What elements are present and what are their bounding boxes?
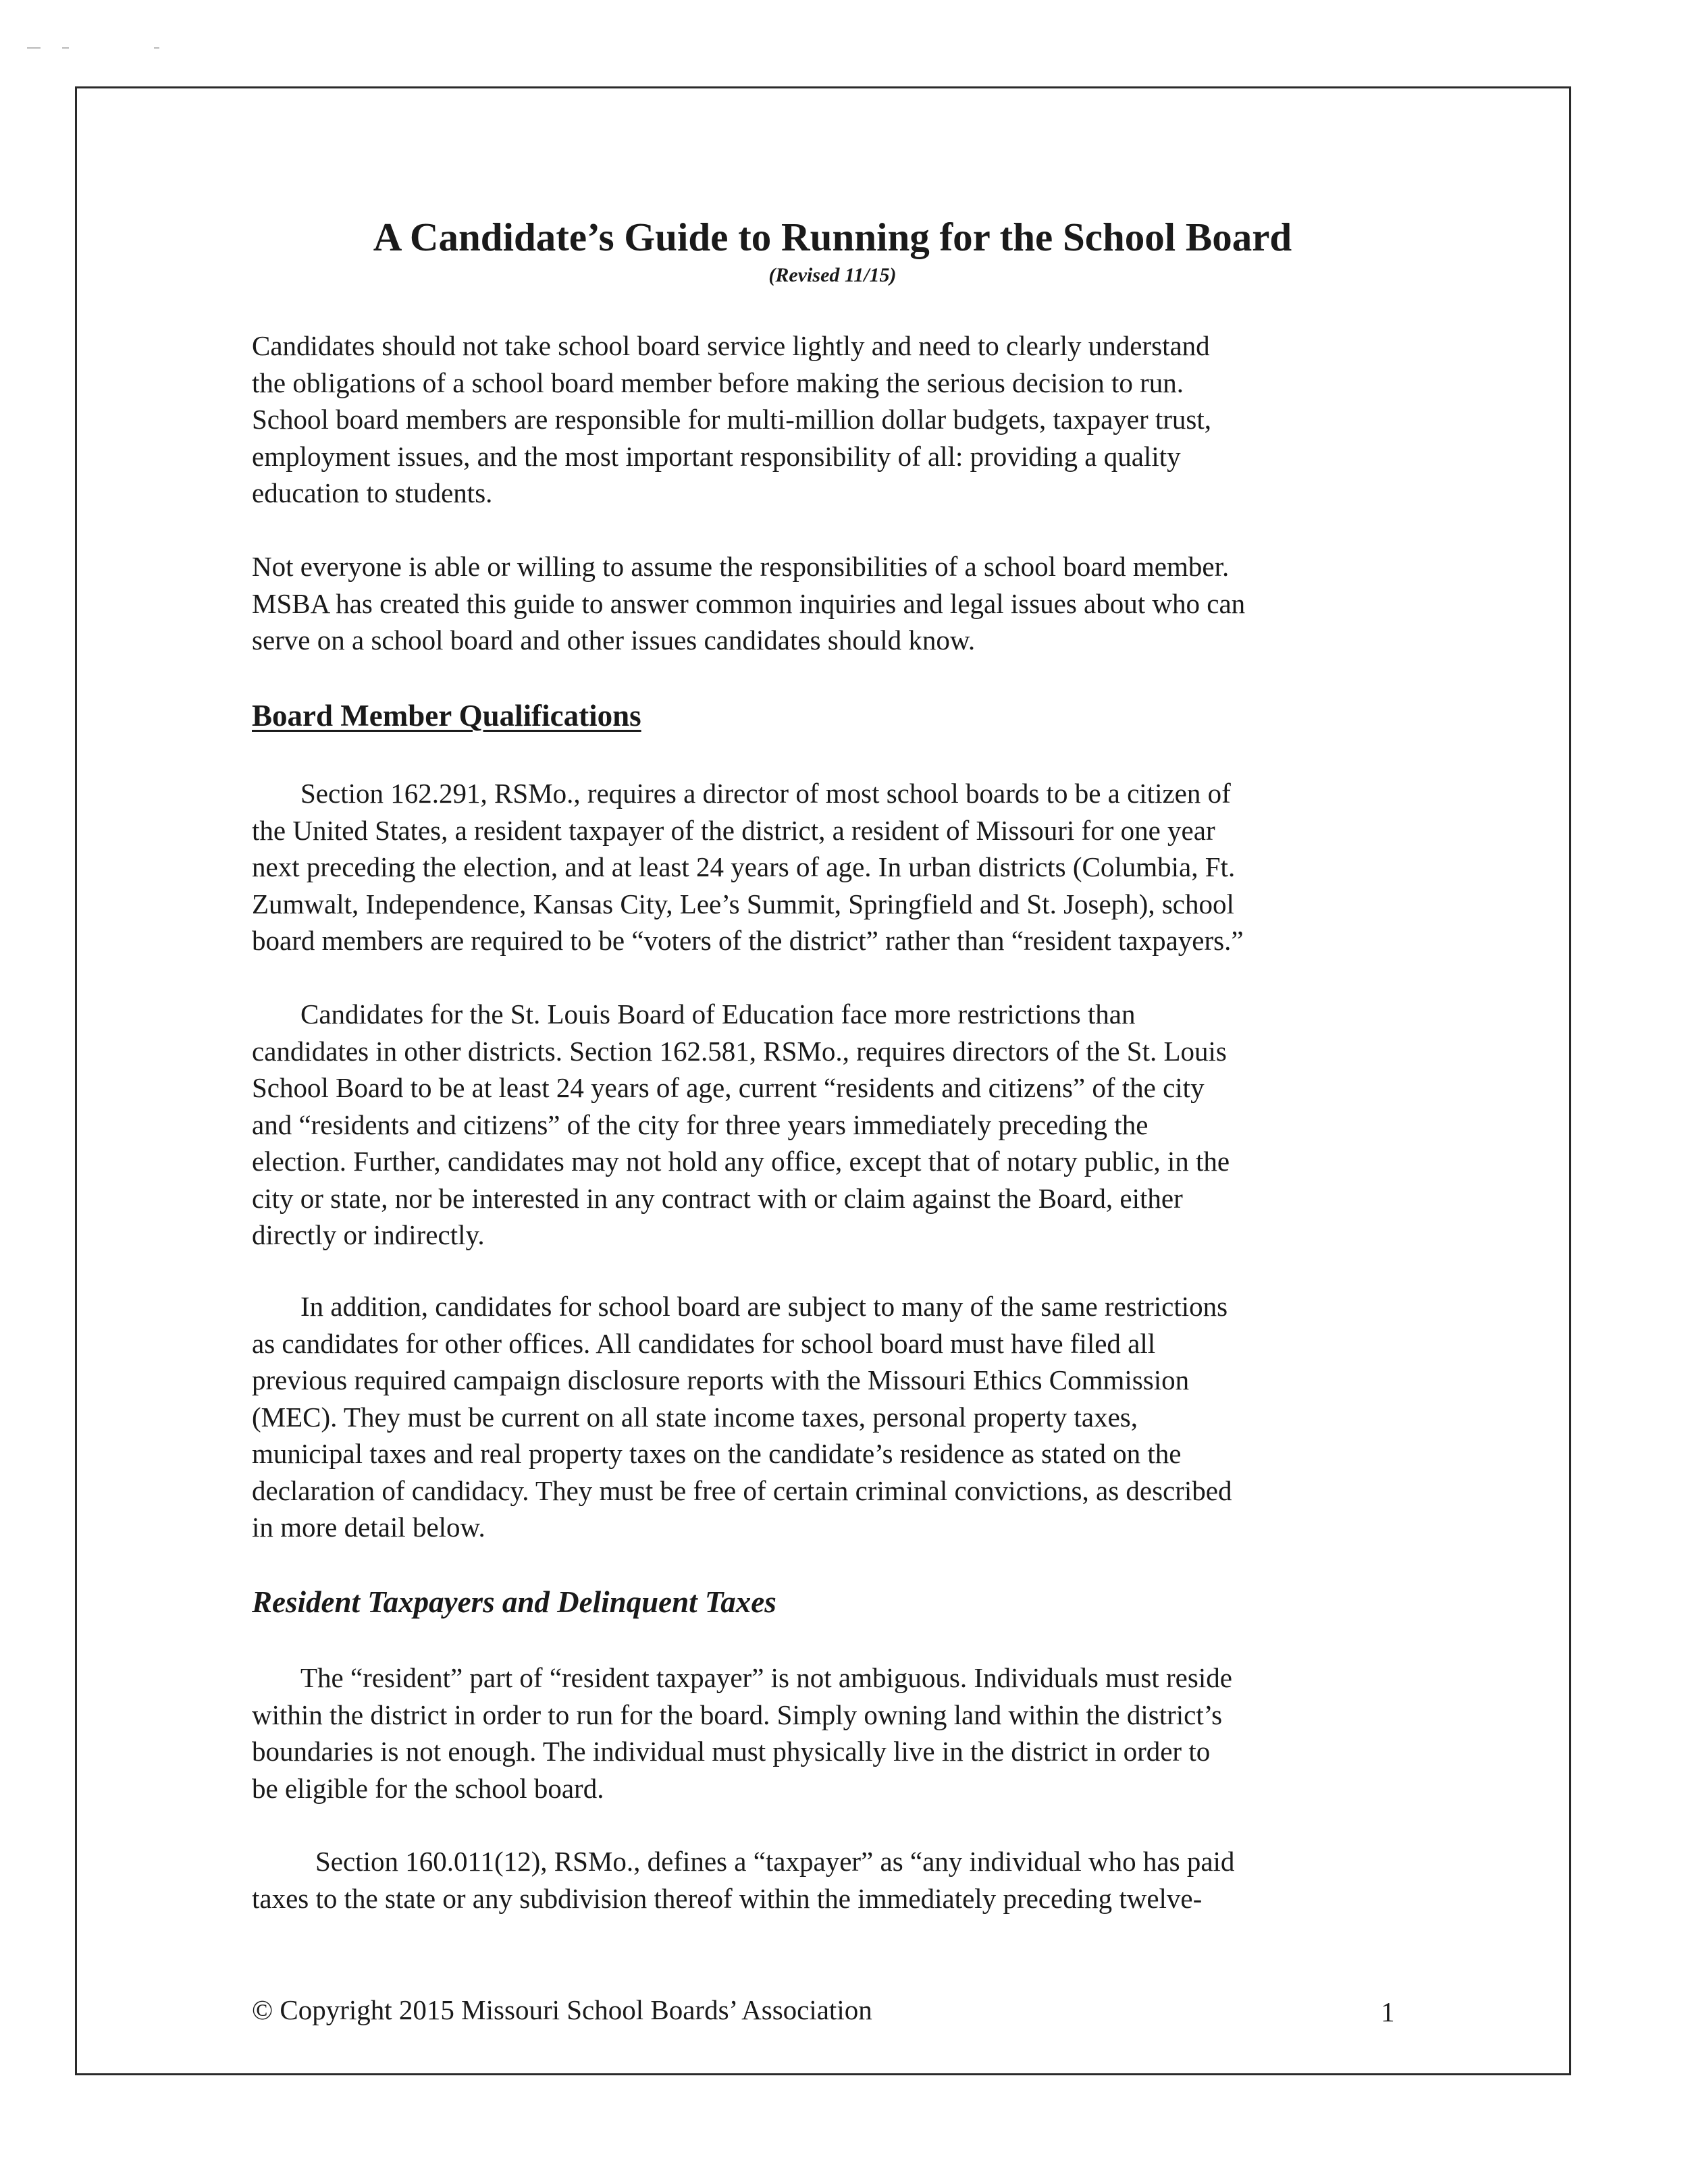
text-line: School board members are responsible for multi-million dollar budgets, taxpayer trust, [252, 404, 1212, 435]
taxpayer-paragraph-1 [252, 1659, 1420, 1807]
text-line: employment issues, and the most important responsibility of all: providing a quality [252, 440, 1181, 472]
text-line: Not everyone is able or willing to assume the responsibilities of a school board member. [252, 551, 1230, 582]
text-line: declaration of candidacy. They must be free of certain criminal convictions, as described [252, 1474, 1232, 1506]
text-line: board members are required to be “voters of the district” rather than “resident taxpayers.” [252, 925, 1244, 956]
revision-note: (Revised 11/15) [768, 264, 897, 286]
scan-artifact-mark [154, 47, 159, 49]
text-line: Section 162.291, RSMo., requires a director of most school boards to be a citizen of [300, 778, 1231, 809]
text-line: within the district in order to run for the board. Simply owning land within the district’s [252, 1699, 1223, 1730]
text-line: municipal taxes and real property taxes on the candidate’s residence as stated on the [252, 1438, 1182, 1469]
text-line: MSBA has created this guide to answer common inquiries and legal issues about who can [252, 587, 1246, 619]
text-line: boundaries is not enough. The individual must physically live in the district in order to [252, 1736, 1211, 1767]
text-line: the United States, a resident taxpayer of the district, a resident of Missouri for one year [252, 814, 1215, 846]
text-line: School Board to be at least 24 years of age, current “residents and citizens” of the city [252, 1072, 1205, 1103]
section-subheading: Resident Taxpayers and Delinquent Taxes [252, 1585, 776, 1619]
footer-copyright: © Copyright 2015 Missouri School Boards’ Association [252, 1994, 872, 2025]
text-line: taxes to the state or any subdivision thereof within the immediately preceding twelve- [252, 1882, 1203, 1914]
intro-paragraph-2 [252, 548, 1420, 659]
text-line: in more detail below. [252, 1512, 485, 1543]
taxpayer-paragraph-2 [252, 1843, 1420, 1917]
qualification-paragraph-1 [252, 775, 1420, 959]
scan-artifact-mark [62, 47, 69, 49]
text-line: education to students. [252, 477, 493, 508]
text-line: serve on a school board and other issues candidates should know. [252, 624, 976, 656]
text-line: The “resident” part of “resident taxpayer” is not ambiguous. Individuals must reside [300, 1662, 1232, 1693]
text-line: next preceding the election, and at least 24 years of age. In urban districts (Columbia, Ft. [252, 851, 1236, 882]
text-line: candidates in other districts. Section 162.581, RSMo., requires directors of the St. Louis [252, 1035, 1227, 1067]
text-line: (MEC). They must be current on all state income taxes, personal property taxes, [252, 1401, 1138, 1433]
text-line: In addition, candidates for school board are subject to many of the same restrictions [300, 1291, 1228, 1322]
text-line: directly or indirectly. [252, 1219, 485, 1250]
text-line: Candidates should not take school board service lightly and need to clearly understand [252, 330, 1210, 361]
text-line: the obligations of a school board member before making the serious decision to run. [252, 367, 1184, 398]
scan-artifact-mark [27, 47, 41, 49]
text-line: Section 160.011(12), RSMo., defines a “taxpayer” as “any individual who has paid [315, 1846, 1235, 1877]
text-line: Candidates for the St. Louis Board of Education face more restrictions than [300, 998, 1136, 1030]
section-heading: Board Member Qualifications [252, 699, 641, 733]
qualification-paragraph-2 [252, 996, 1420, 1254]
document-title: A Candidate’s Guide to Running for the School Board [373, 215, 1292, 259]
text-line: and “residents and citizens” of the city for three years immediately preceding the [252, 1109, 1149, 1140]
text-line: election. Further, candidates may not hold any office, except that of notary public, in the [252, 1146, 1230, 1177]
text-line: Zumwalt, Independence, Kansas City, Lee’s Summit, Springfield and St. Joseph), school [252, 888, 1234, 920]
text-line: previous required campaign disclosure reports with the Missouri Ethics Commission [252, 1364, 1190, 1395]
intro-paragraph-1 [252, 327, 1420, 512]
qualification-paragraph-3 [252, 1288, 1420, 1546]
text-line: as candidates for other offices. All candidates for school board must have filed all [252, 1327, 1156, 1359]
page-number: 1 [1381, 1996, 1395, 2027]
text-line: city or state, nor be interested in any contract with or claim against the Board, either [252, 1182, 1183, 1214]
text-line: be eligible for the school board. [252, 1772, 604, 1804]
